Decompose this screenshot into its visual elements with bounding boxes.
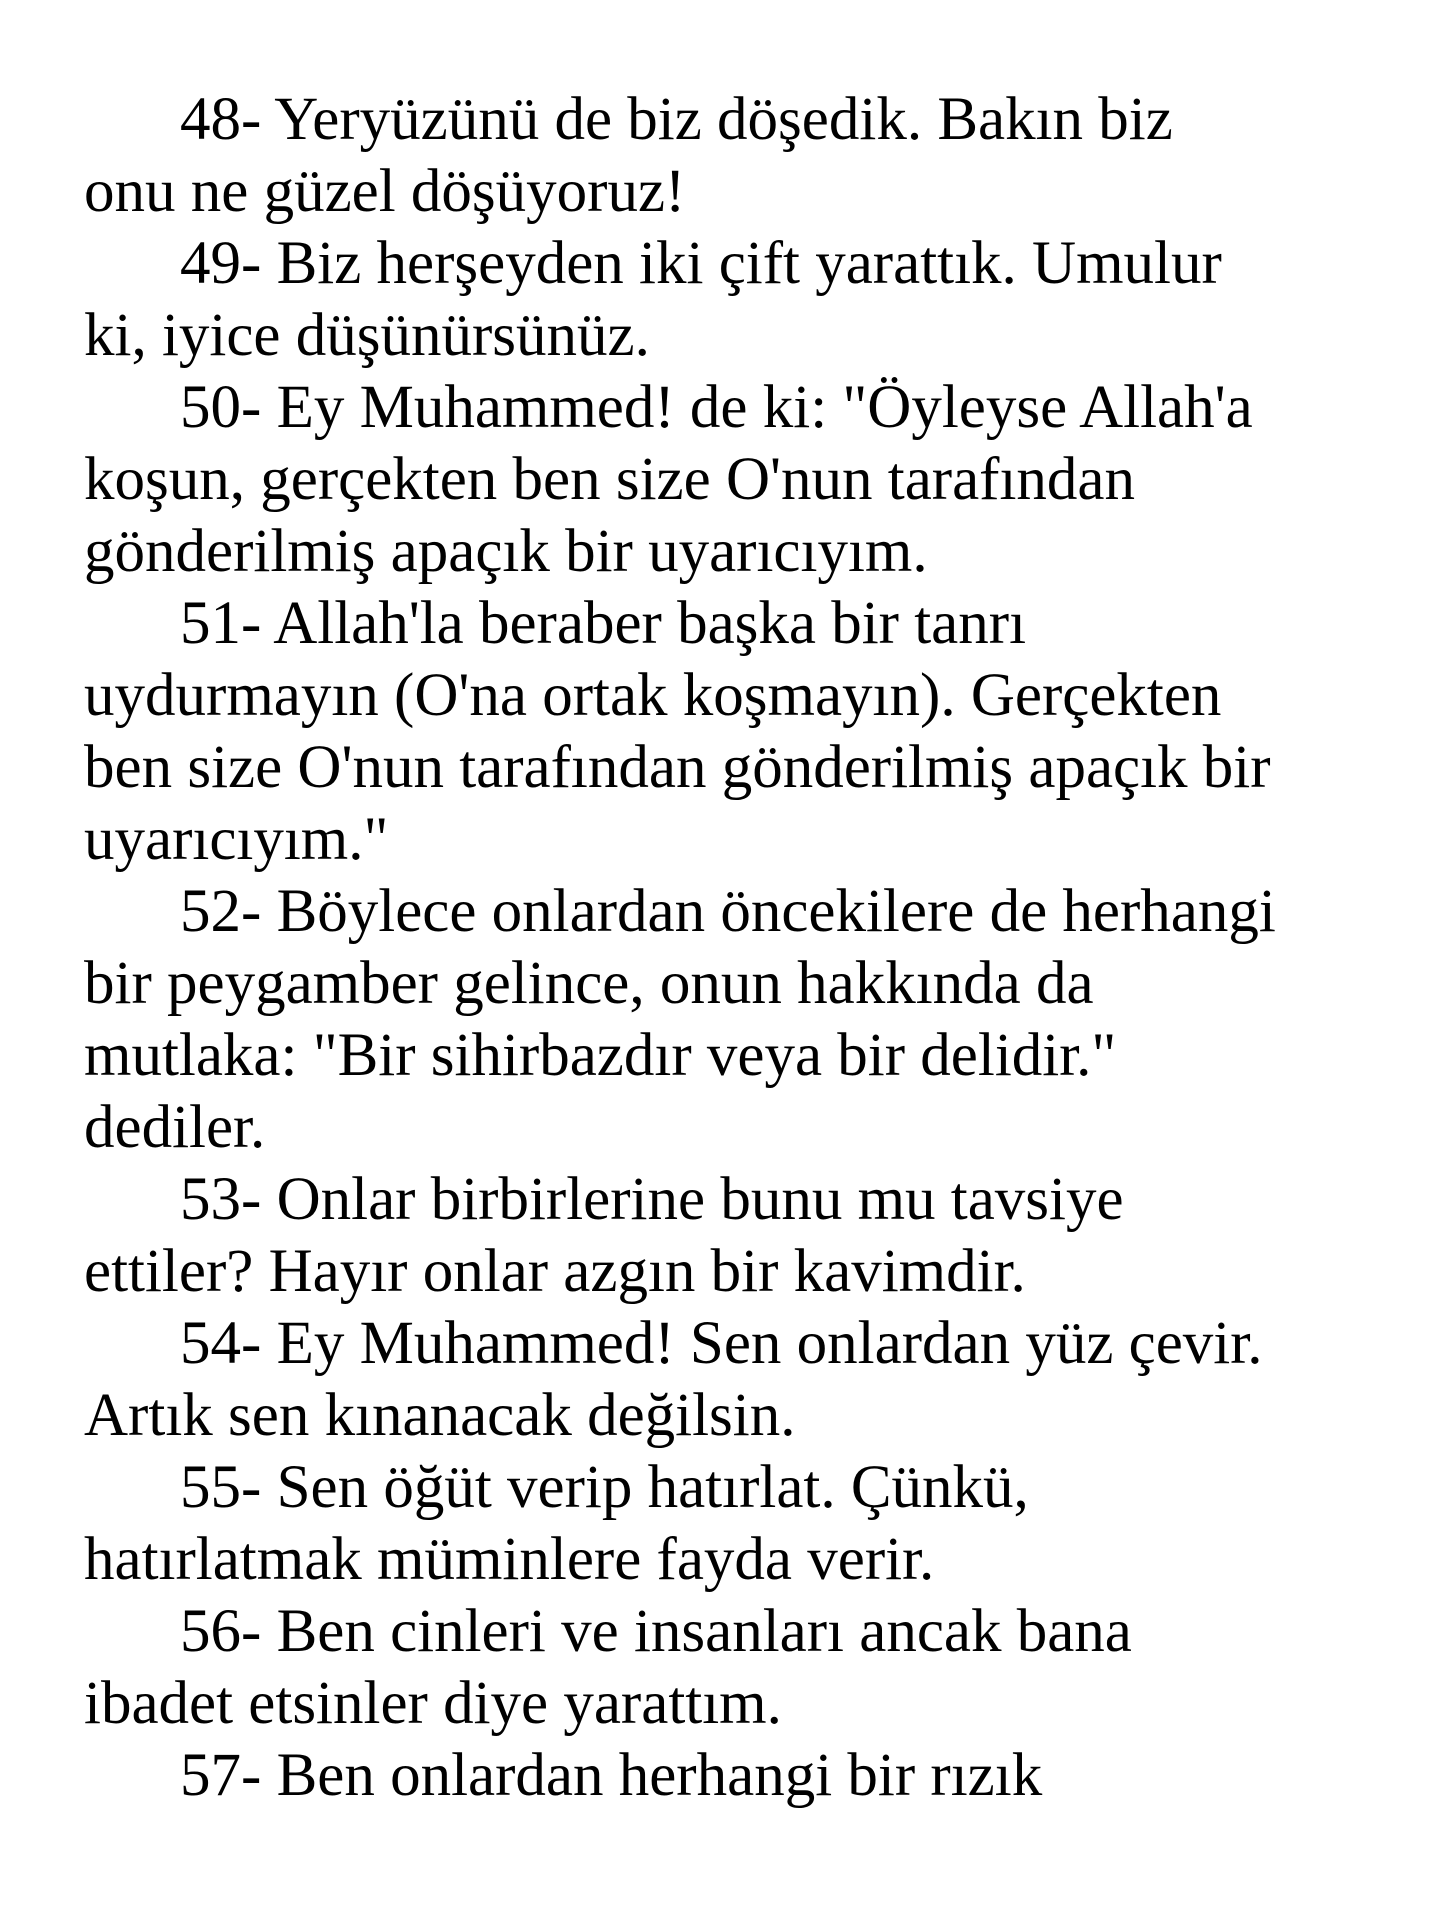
text-line: uyarıcıyım."	[84, 806, 389, 873]
text-line: 50- Ey Muhammed! de ki: "Öyleyse Allah'a	[180, 374, 1253, 441]
text-line: uydurmayın (O'na ortak koşmayın). Gerçekten	[84, 662, 1222, 729]
text-line: 49- Biz herşeyden iki çift yarattık. Umulur	[180, 230, 1222, 297]
text-line: koşun, gerçekten ben size O'nun tarafından	[84, 446, 1135, 513]
text-line: mutlaka: "Bir sihirbazdır veya bir delidir."	[84, 1022, 1117, 1089]
text-line: 53- Onlar birbirlerine bunu mu tavsiye	[180, 1166, 1124, 1233]
text-line: ben size O'nun tarafından gönderilmiş apaçık bir	[84, 734, 1271, 801]
text-line: 48- Yeryüzünü de biz döşedik. Bakın biz	[180, 86, 1173, 153]
text-line: 55- Sen öğüt verip hatırlat. Çünkü,	[180, 1454, 1029, 1521]
text-line: gönderilmiş apaçık bir uyarıcıyım.	[84, 518, 928, 585]
document-page	[84, 84, 1384, 1812]
text-line: bir peygamber gelince, onun hakkında da	[84, 950, 1094, 1017]
text-line: ki, iyice düşünürsünüz.	[84, 302, 650, 369]
text-line: Artık sen kınanacak değilsin.	[84, 1382, 796, 1449]
text-line: 51- Allah'la beraber başka bir tanrı	[180, 590, 1027, 657]
text-line: dediler.	[84, 1094, 266, 1161]
text-line: onu ne güzel döşüyoruz!	[84, 158, 686, 225]
text-line: 52- Böylece onlardan öncekilere de herhangi	[180, 878, 1276, 945]
text-line: 54- Ey Muhammed! Sen onlardan yüz çevir.	[180, 1310, 1263, 1377]
text-line: 56- Ben cinleri ve insanları ancak bana	[180, 1598, 1132, 1665]
text-line: ettiler? Hayır onlar azgın bir kavimdir.	[84, 1238, 1026, 1305]
text-line: hatırlatmak müminlere fayda verir.	[84, 1526, 935, 1593]
text-line: 57- Ben onlardan herhangi bir rızık	[180, 1742, 1043, 1809]
text-line: ibadet etsinler diye yarattım.	[84, 1670, 782, 1737]
